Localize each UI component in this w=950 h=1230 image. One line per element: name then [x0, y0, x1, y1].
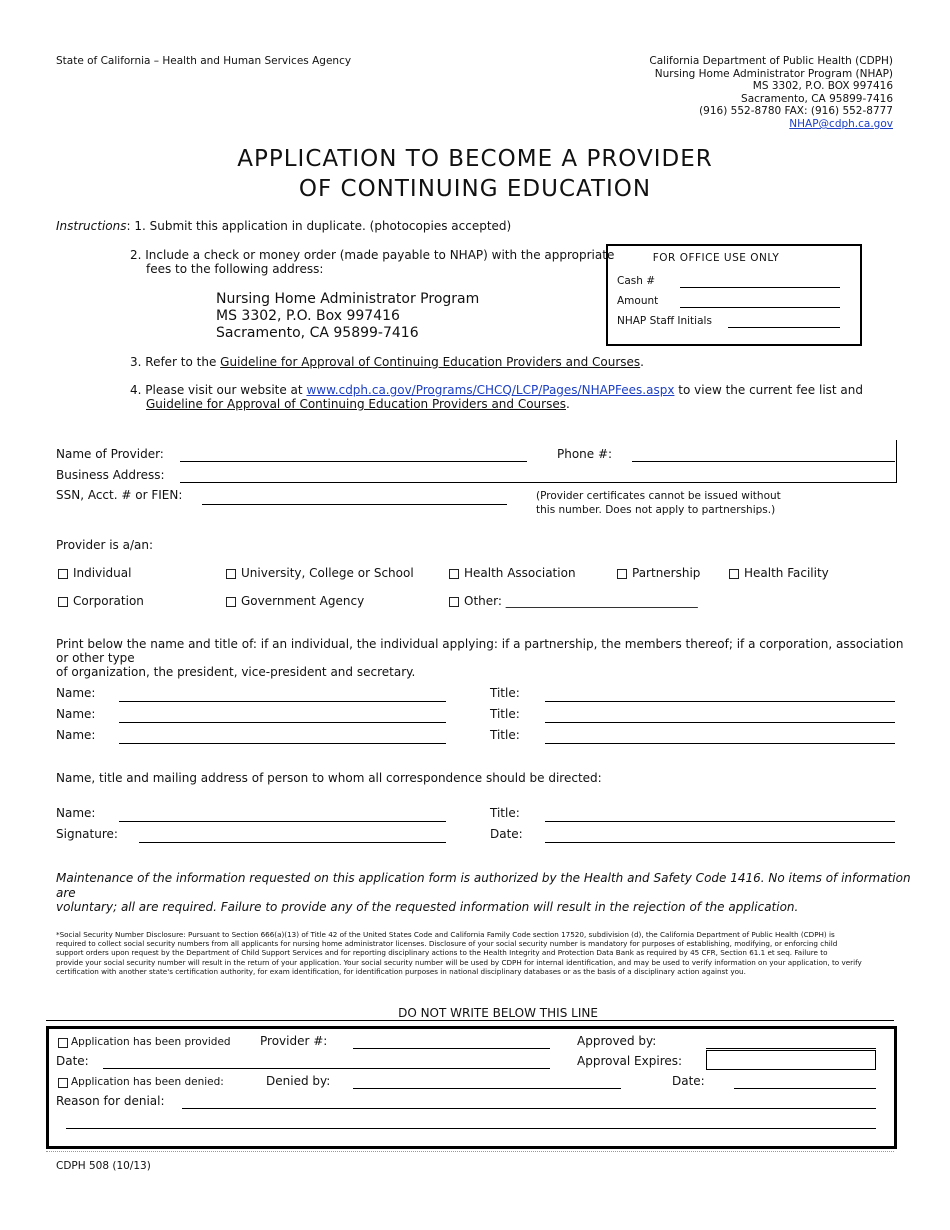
- provider-box-edge: [896, 440, 897, 483]
- individual-label: Individual: [73, 566, 132, 580]
- signature-label: Signature:: [56, 827, 118, 841]
- business-address-field[interactable]: [180, 482, 897, 483]
- dept-address-block: [649, 55, 893, 131]
- officer-name-field-3[interactable]: [119, 743, 446, 744]
- health-facility-label: Health Facility: [744, 566, 829, 580]
- provided-date-field[interactable]: [103, 1068, 550, 1069]
- staff-initials-label: NHAP Staff Initials: [617, 315, 712, 327]
- university-label: University, College or School: [241, 566, 414, 580]
- phone-field[interactable]: [632, 461, 895, 462]
- do-not-write-heading: DO NOT WRITE BELOW THIS LINE: [398, 1006, 598, 1020]
- phone-label: Phone #:: [557, 447, 613, 461]
- other-checkbox[interactable]: [449, 597, 459, 607]
- contact-date-field[interactable]: [545, 842, 895, 843]
- amount-field[interactable]: [680, 307, 840, 308]
- officers-instruction: Print below the name and title of: if an individual, the individual applying: if a partnership, the members thereof; if a corporation, association or other type of organization, the president, vice-president and secretary.: [56, 637, 904, 679]
- officer-title-field-3[interactable]: [545, 743, 895, 744]
- office-section-box: [46, 1026, 897, 1149]
- instruction-4-line1: 4. Please visit our website at www.cdph.ca.gov/Programs/CHCQ/LCP/Pages/NHAPFees.aspx to view the current fee list and: [130, 383, 864, 397]
- health-association-checkbox[interactable]: [449, 569, 459, 579]
- officer-name-label: Name:: [56, 728, 96, 742]
- officer-title-label: Title:: [490, 728, 520, 742]
- signature-field[interactable]: [139, 842, 446, 843]
- individual-checkbox[interactable]: [58, 569, 68, 579]
- instruction-3: 3. Refer to the Guideline for Approval of Continuing Education Providers and Courses.: [130, 355, 644, 369]
- dept-line: (916) 552-8780 FAX: (916) 552-8777: [699, 105, 893, 118]
- officer-name-label: Name:: [56, 686, 96, 700]
- ssn-field[interactable]: [202, 504, 507, 505]
- application-denied-checkbox[interactable]: [58, 1078, 68, 1088]
- form-title-line2: OF CONTINUING EDUCATION: [298, 176, 652, 202]
- denied-by-field[interactable]: [353, 1088, 621, 1089]
- provided-date-label: Date:: [56, 1054, 89, 1068]
- ssn-disclosure: *Social Security Number Disclosure: Pursuant to Section 666(a)(13) of Title 42 of the United States Code and California Family Code section 17520, subdivision (d), the California Department of Public Health (CDPH) is required to collect social security numbers from all applicants for nursing home administrator licenses. Disclosure of your social security number is mandatory for purposes of establishing, modifying, or enforcing child support orders upon request by the Department of Child Support Services and for reporting disciplinary actions to the Health Integrity and Protection Data Bank as required by 45 CFR, Section 61.1 et seq. Failure to provide your social security number will result in the return of your application. Your social security number will be used by CDPH for internal identification, and may be used to verify information on your application, to verify certification with another state's certification authority, for exam identification, for identification purposes in national disciplinary databases or as the basis of a disciplinary action against you.: [56, 930, 862, 976]
- office-use-box: [606, 244, 862, 346]
- officer-title-label: Title:: [490, 707, 520, 721]
- instruction-4-line2: Guideline for Approval of Continuing Education Providers and Courses.: [146, 397, 570, 411]
- ssn-note: (Provider certificates cannot be issued without this number. Does not apply to partnerships.): [536, 490, 781, 516]
- mailing-address: Nursing Home Administrator Program MS 3302, P.O. Box 997416 Sacramento, CA 95899-7416: [216, 291, 480, 341]
- application-denied-label: Application has been denied:: [71, 1076, 224, 1088]
- authority-statement: Maintenance of the information requested on this application form is authorized by the Health and Safety Code 1416. No items of information are voluntary; all are required. Failure to provide any of the requested information will result in the rejection of the application.: [56, 871, 911, 914]
- reason-for-denial-label: Reason for denial:: [56, 1094, 165, 1108]
- university-checkbox[interactable]: [226, 569, 236, 579]
- agency-name: State of California – Health and Human Services Agency: [56, 55, 352, 67]
- officer-name-field-2[interactable]: [119, 722, 446, 723]
- email-link[interactable]: NHAP@cdph.ca.gov: [789, 117, 893, 130]
- form-id: CDPH 508 (10/13): [56, 1160, 151, 1172]
- contact-date-label: Date:: [490, 827, 523, 841]
- guideline-link-2[interactable]: Guideline for Approval of Continuing Education Providers and Courses: [146, 397, 566, 411]
- provider-name-field[interactable]: [180, 461, 527, 462]
- instructions-label: Instructions: [56, 219, 127, 233]
- partnership-label: Partnership: [632, 566, 701, 580]
- application-provided-checkbox[interactable]: [58, 1038, 68, 1048]
- contact-name-label: Name:: [56, 806, 96, 820]
- contact-name-field[interactable]: [119, 821, 446, 822]
- instruction-1: Instructions: 1. Submit this application in duplicate. (photocopies accepted): [56, 219, 512, 233]
- office-use-title: FOR OFFICE USE ONLY: [652, 252, 780, 264]
- footer-rule: [46, 1151, 894, 1152]
- contact-title-field[interactable]: [545, 821, 895, 822]
- provider-name-label: Name of Provider:: [56, 447, 164, 461]
- health-facility-checkbox[interactable]: [729, 569, 739, 579]
- instruction-2-line1: 2. Include a check or money order (made payable to NHAP) with the appropriate: [130, 248, 615, 262]
- provider-type-label: Provider is a/an:: [56, 538, 154, 552]
- provider-number-field[interactable]: [353, 1048, 550, 1049]
- dept-line: Sacramento, CA 95899-7416: [741, 92, 893, 105]
- denied-by-label: Denied by:: [266, 1074, 331, 1088]
- dept-line: Nursing Home Administrator Program (NHAP): [654, 67, 893, 80]
- fees-website-link[interactable]: www.cdph.ca.gov/Programs/CHCQ/LCP/Pages/NHAPFees.aspx: [306, 383, 675, 397]
- government-agency-label: Government Agency: [241, 594, 365, 608]
- provider-number-label: Provider #:: [260, 1034, 328, 1048]
- divider-line: [46, 1020, 894, 1021]
- approved-by-field[interactable]: [706, 1048, 876, 1049]
- denied-date-field[interactable]: [734, 1088, 876, 1089]
- contact-title-label: Title:: [490, 806, 520, 820]
- officer-title-field-1[interactable]: [545, 701, 895, 702]
- correspondence-instruction: Name, title and mailing address of person to whom all correspondence should be directed:: [56, 771, 602, 785]
- officer-title-label: Title:: [490, 686, 520, 700]
- reason-for-denial-field[interactable]: [182, 1108, 876, 1109]
- cash-field[interactable]: [680, 287, 840, 288]
- partnership-checkbox[interactable]: [617, 569, 627, 579]
- staff-initials-field[interactable]: [728, 327, 840, 328]
- officer-title-field-2[interactable]: [545, 722, 895, 723]
- application-provided-label: Application has been provided: [71, 1036, 231, 1048]
- officer-name-field-1[interactable]: [119, 701, 446, 702]
- cash-label: Cash #: [617, 275, 656, 287]
- denied-date-label: Date:: [672, 1074, 705, 1088]
- amount-label: Amount: [617, 295, 659, 307]
- government-agency-checkbox[interactable]: [226, 597, 236, 607]
- reason-for-denial-field-2[interactable]: [66, 1128, 876, 1129]
- corporation-checkbox[interactable]: [58, 597, 68, 607]
- officer-name-label: Name:: [56, 707, 96, 721]
- dept-line: California Department of Public Health (CDPH): [649, 55, 893, 67]
- guideline-link[interactable]: Guideline for Approval of Continuing Education Providers and Courses: [220, 355, 641, 369]
- corporation-label: Corporation: [73, 594, 144, 608]
- ssn-label: SSN, Acct. # or FIEN:: [56, 488, 183, 502]
- business-address-label: Business Address:: [56, 468, 165, 482]
- other-label: Other: ________________________________: [464, 594, 698, 608]
- form-title-line1: APPLICATION TO BECOME A PROVIDER: [237, 146, 713, 172]
- health-association-label: Health Association: [464, 566, 576, 580]
- approval-expires-label: Approval Expires:: [577, 1054, 683, 1068]
- dept-line: MS 3302, P.O. BOX 997416: [752, 80, 893, 93]
- approved-by-label: Approved by:: [577, 1034, 657, 1048]
- instruction-2-line2: fees to the following address:: [146, 262, 324, 276]
- approval-expires-field[interactable]: [706, 1050, 876, 1070]
